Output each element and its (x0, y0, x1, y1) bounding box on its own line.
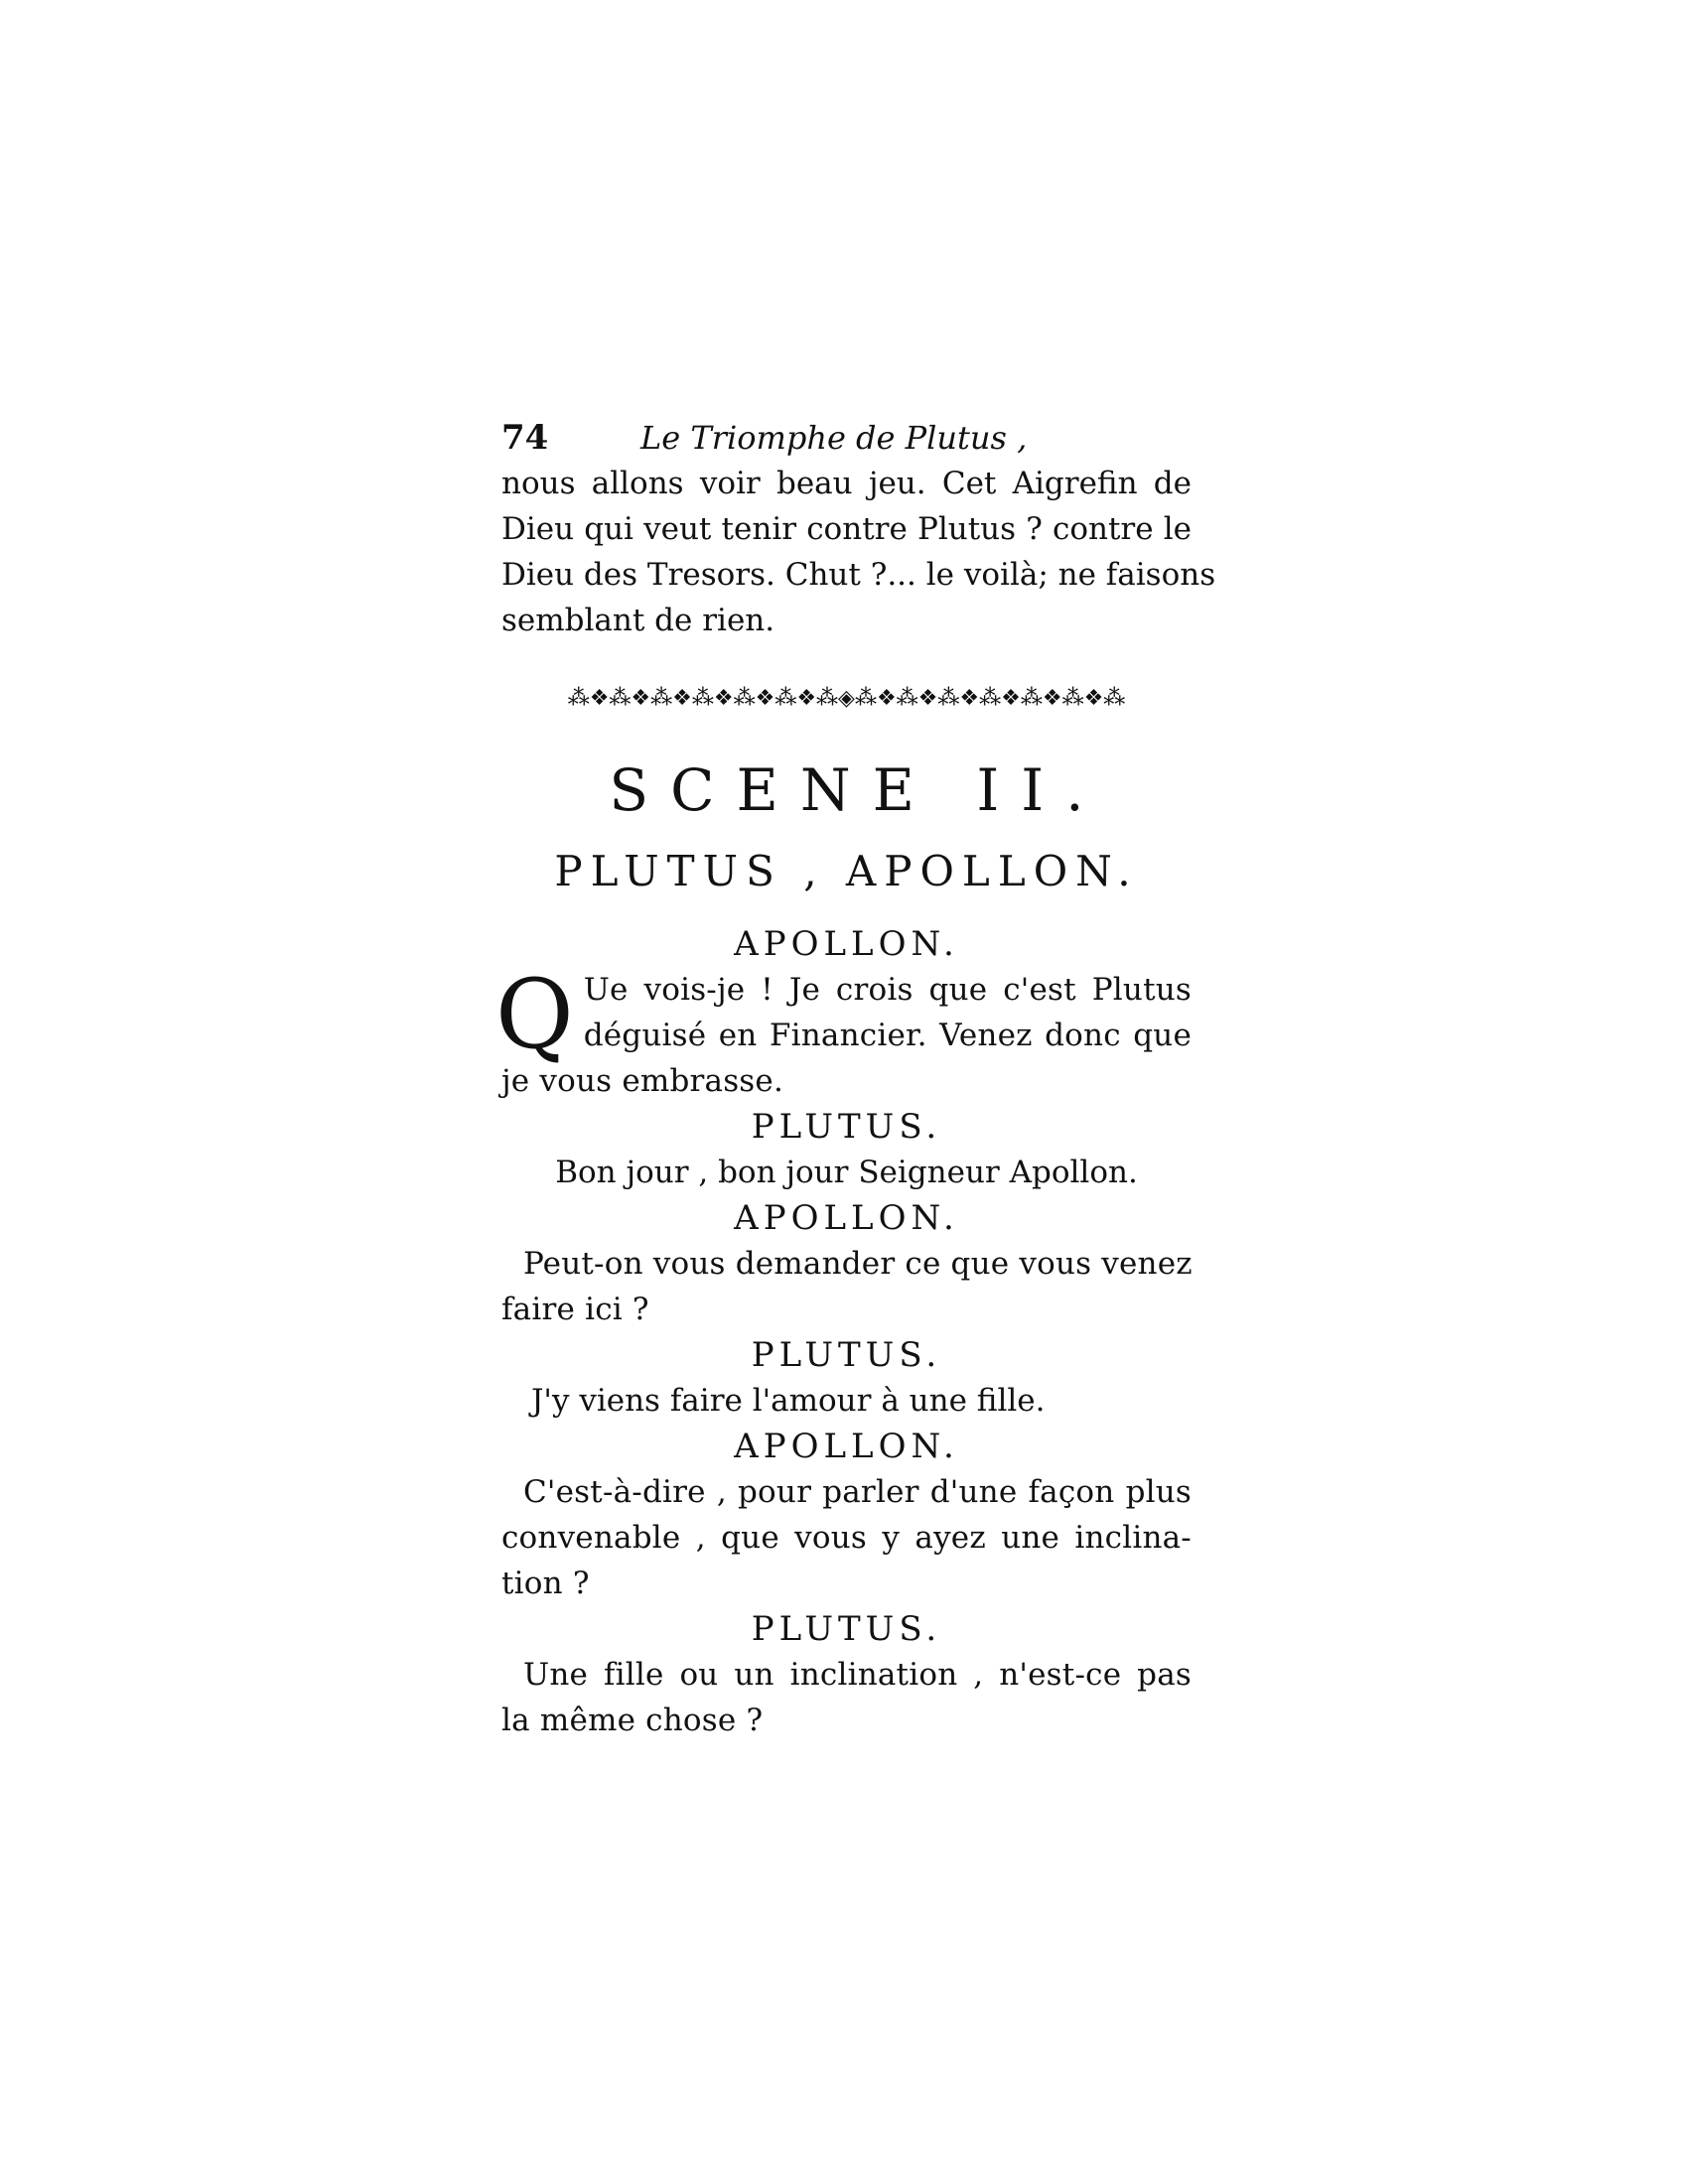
opening-paragraph (501, 461, 1216, 643)
speech (495, 959, 1192, 1104)
text-line: je vous embrasse. (501, 1063, 784, 1099)
ornamental-divider: ⁂❖⁂❖⁂❖⁂❖⁂❖⁂❖⁂◈⁂❖⁂❖⁂❖⁂❖⁂❖⁂❖⁂ (567, 686, 1126, 711)
text-line: semblant de rien. (501, 603, 775, 638)
text-line: nous allons voir beau jeu. Cet Aigrefin de (501, 466, 1192, 501)
text-line: la même chose ? (501, 1703, 764, 1738)
speech (501, 1241, 1192, 1332)
text-line: convenable , que vous y ayez une inclina- (501, 1520, 1192, 1556)
speaker-name: APOLLON. (734, 924, 959, 964)
text-line: Bon jour , bon jour Seigneur Apollon. (555, 1155, 1138, 1190)
text-line: déguisé en Financier. Venez donc que (583, 1018, 1192, 1053)
text-line: Une fille ou un inclination , n'est-ce pas (523, 1657, 1192, 1693)
drop-cap: Q (495, 959, 574, 1070)
text-line: J'y viens faire l'amour à une fille. (531, 1383, 1046, 1419)
speaker-name: APOLLON. (734, 1198, 959, 1238)
text-line: Ue vois-je ! Je crois que c'est Plutus (583, 972, 1192, 1008)
text-line: Peut-on vous demander ce que vous venez (523, 1246, 1193, 1282)
text-line: faire ici ? (501, 1292, 649, 1327)
scene-characters: PLUTUS , APOLLON. (554, 847, 1139, 895)
running-header (501, 415, 1192, 461)
text-line: Dieu des Tresors. Chut ?... le voilà; ne faisons (501, 557, 1216, 593)
speaker-name: APOLLON. (734, 1427, 959, 1466)
speaker-name: PLUTUS. (751, 1107, 942, 1147)
scene-title: SCENE II. (609, 756, 1106, 824)
running-title: Le Triomphe de Plutus , (640, 419, 1028, 457)
text-line: tion ? (501, 1566, 590, 1601)
page-number: 74 (501, 418, 549, 458)
speech (501, 1469, 1192, 1606)
speech (501, 1652, 1192, 1743)
speaker-name: PLUTUS. (751, 1609, 942, 1649)
text-block (495, 415, 1216, 1743)
speech (501, 1378, 1192, 1424)
text-line: C'est-à-dire , pour parler d'une façon plus (523, 1474, 1192, 1510)
speaker-name: PLUTUS. (751, 1335, 942, 1375)
text-line: Dieu qui veut tenir contre Plutus ? contre le (501, 511, 1192, 547)
speech (501, 1150, 1192, 1195)
